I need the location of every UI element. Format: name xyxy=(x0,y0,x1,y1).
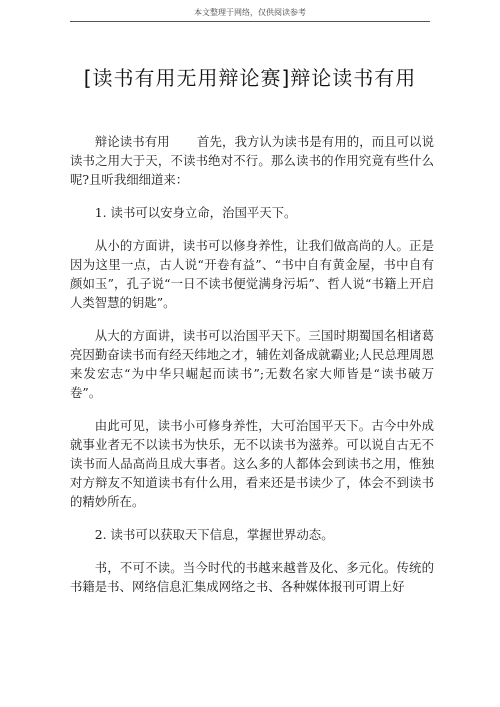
body-paragraph: 由此可见，读书小可修身养性，大可治国平天下。古今中外成就事业者无不以读书为快乐，无不以读书为滋养。可以说自古无不读书而人品高尚且成大事者。这么多的人都体会到读书之用，惟独对方辩友不知道读书有什么用，看来还是书读少了，体会不到读书的精妙所在。 xyxy=(70,418,434,509)
document-body xyxy=(70,132,434,610)
body-paragraph: 书，不可不读。当今时代的书越来越普及化、多元化。传统的书籍是书、网络信息汇集成网络之书、各种媒体报刊可谓上好 xyxy=(70,560,434,594)
header-note: 本文整理于网络，仅供阅读参考 xyxy=(194,8,306,17)
intro-label: 辩论读书有用 xyxy=(94,134,170,149)
header-divider xyxy=(70,21,430,22)
section-heading-1: 1. 读书可以安身立命，治国平天下。 xyxy=(94,205,297,220)
intro-text: 首先，我方认为读书是有用的，而且可以说读书之用大于天，不读书绝对不行。那么读书的作用究竟有些什么呢?且听我细细道来： xyxy=(70,134,435,187)
section-heading-2: 2. 读书可以获取天下信息，掌握世界动态。 xyxy=(94,527,334,542)
body-paragraph: 从小的方面讲，读书可以修身养性，让我们做高尚的人。正是因为这里一点，古人说“开卷有益”、“书中自有黄金屋，书中自有颜如玉”，孔子说“一日不读书便觉满身污垢”、哲人说“书籍上开启人类智慧的钥匙”。 xyxy=(70,238,434,310)
intro-paragraph xyxy=(70,132,434,189)
page-title: [读书有用无用辩论赛]辩论读书有用 xyxy=(83,66,417,90)
body-paragraph: 从大的方面讲，读书可以治国平天下。三国时期蜀国名相诸葛亮因勤奋读书而有经天纬地之才，辅佐刘备成就霸业;人民总理周恩来发宏志“为中华只崛起而读书”;无数名家大师皆是“读书破万卷”。 xyxy=(70,328,434,400)
